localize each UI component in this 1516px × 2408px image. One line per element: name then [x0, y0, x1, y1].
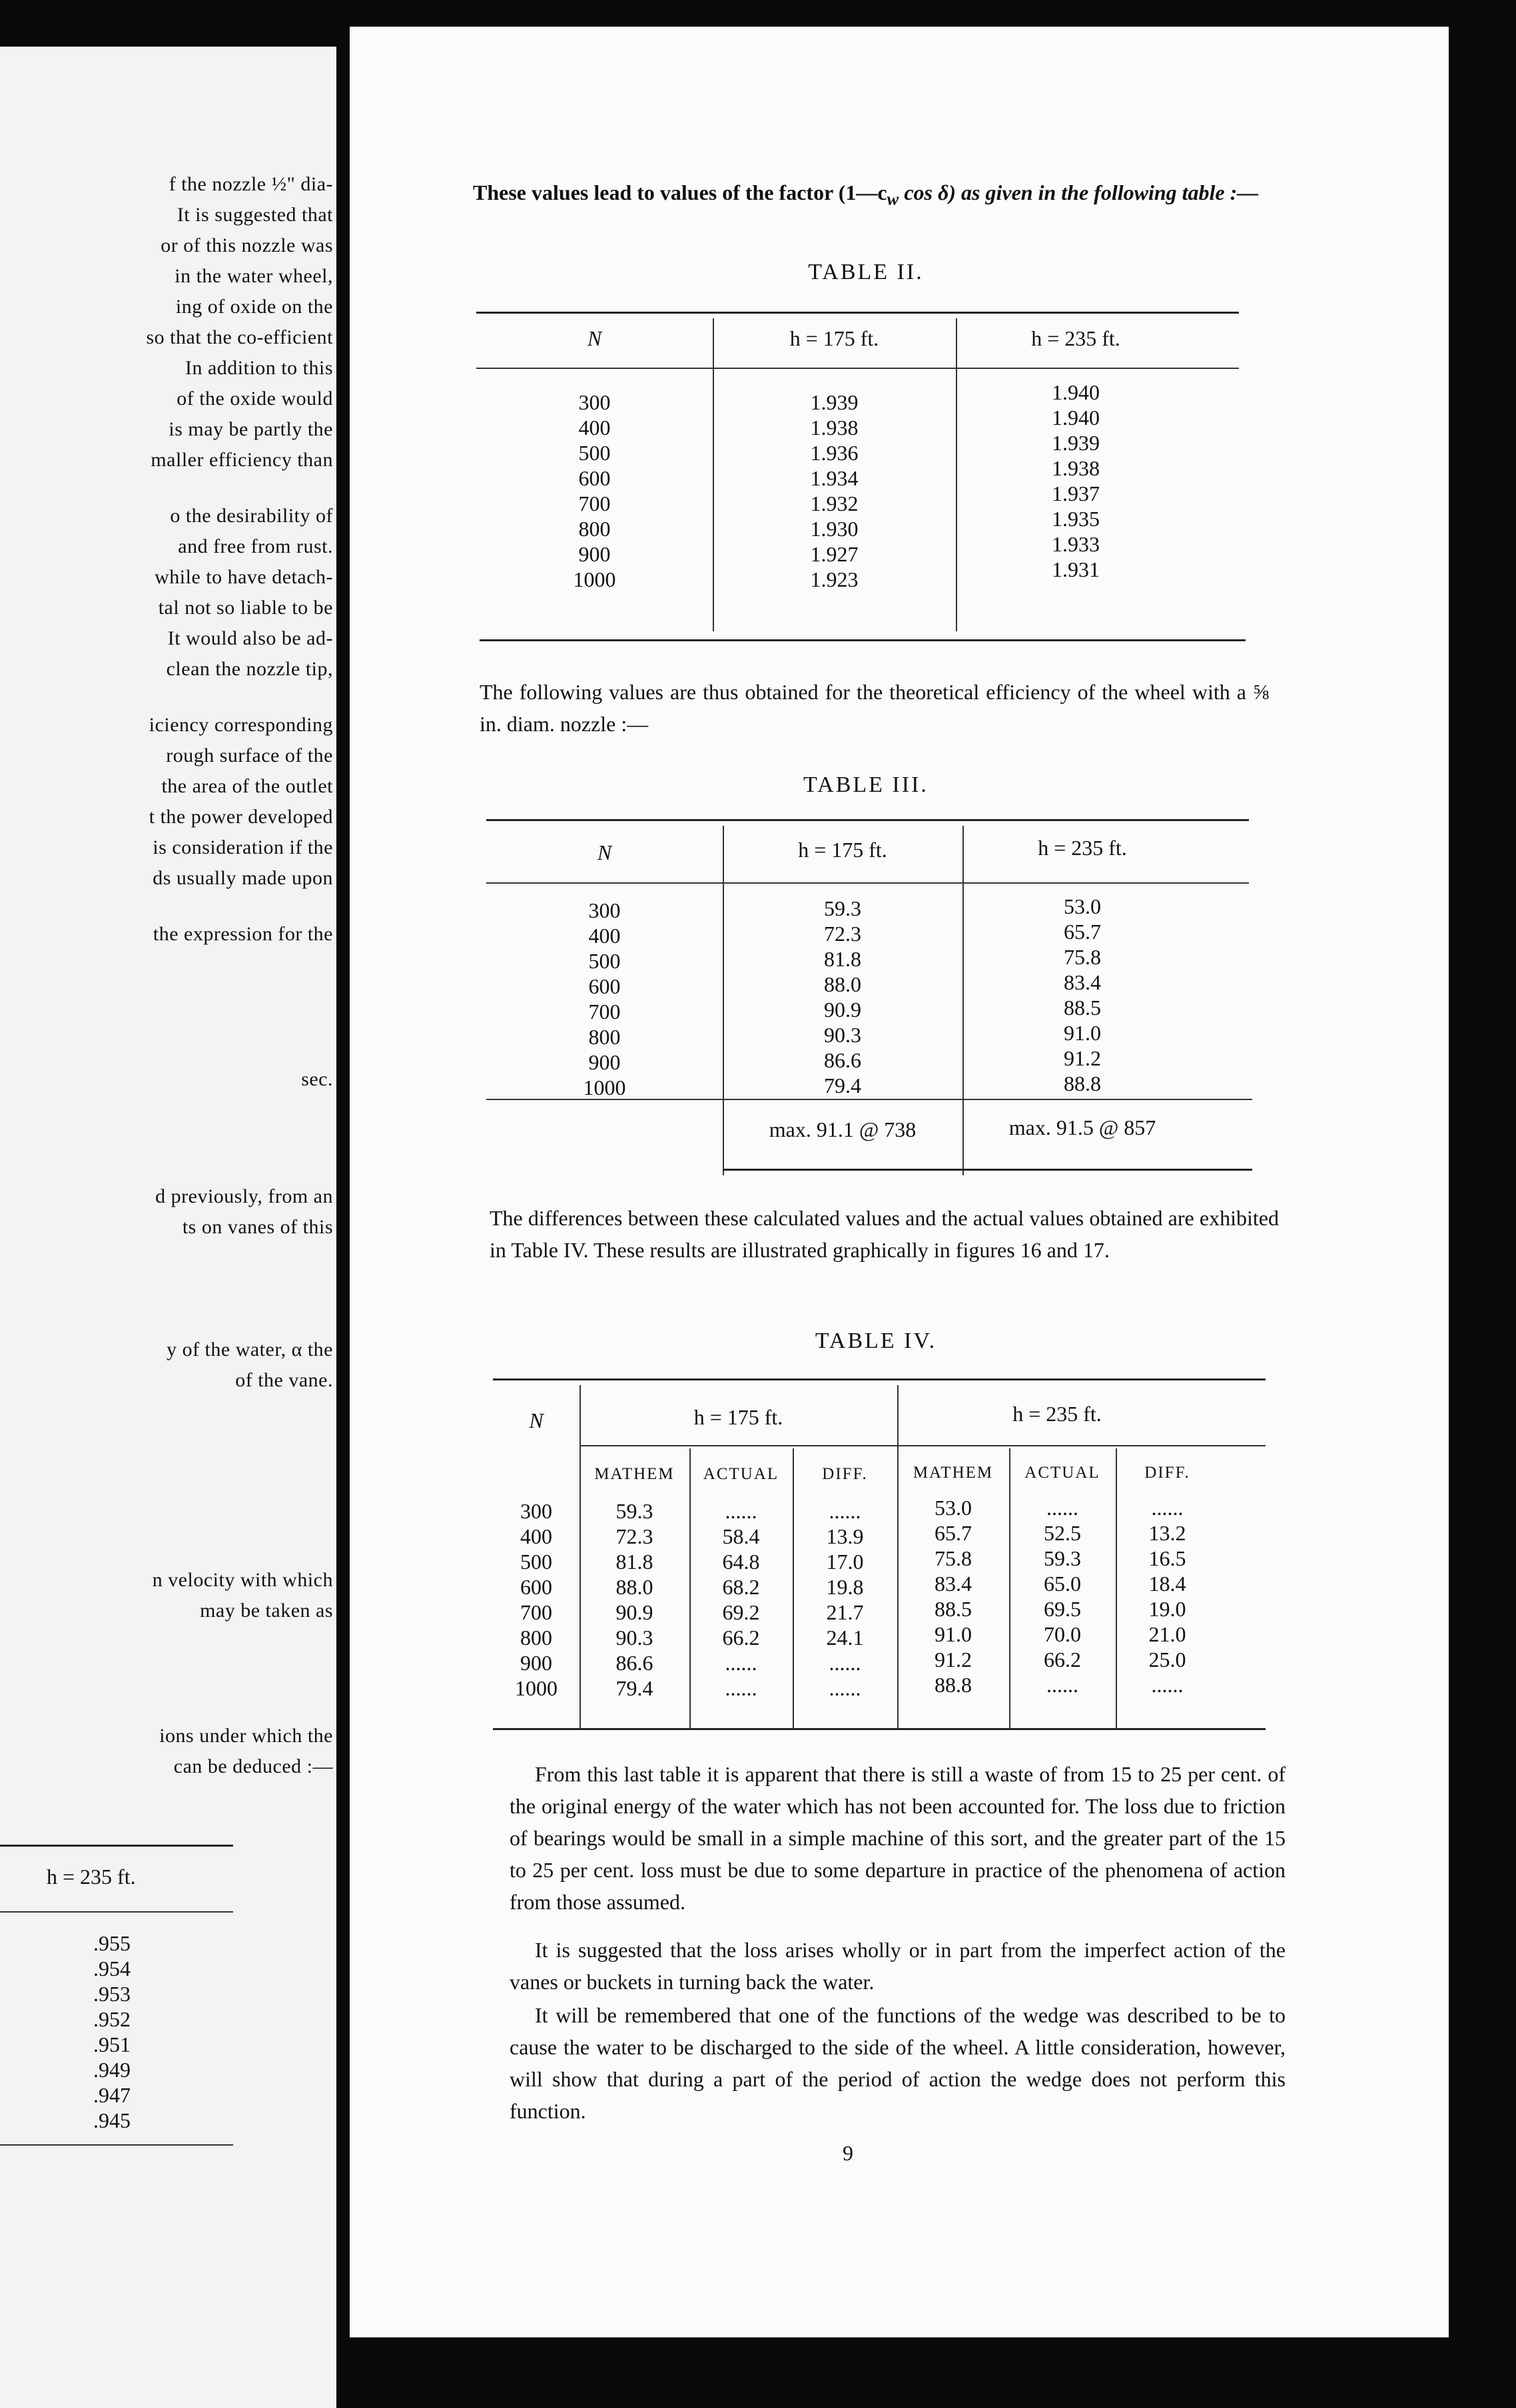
- table-2-cell: 1.932: [810, 491, 859, 515]
- table-2-cell: 1000: [573, 567, 616, 591]
- table-3-cell: 88.8: [1064, 1071, 1101, 1095]
- left-text-line: f the nozzle ½" dia-: [169, 173, 333, 195]
- table-2-header-h175: h = 175 ft.: [789, 326, 879, 350]
- table-3-header-h235: h = 235 ft.: [1038, 836, 1127, 860]
- left-table-value: .952: [93, 2007, 131, 2031]
- table-3-cell: 90.3: [824, 1023, 861, 1047]
- table-4-cell: 79.4: [615, 1676, 653, 1700]
- table-2-header-h235: h = 235 ft.: [1031, 326, 1120, 350]
- table-4-cell: ......: [829, 1676, 861, 1700]
- table-4-cell: 65.0: [1044, 1572, 1081, 1596]
- left-table-value: .953: [93, 1982, 131, 2006]
- left-text-line: ts on vanes of this: [182, 1216, 333, 1238]
- table-4-cell: ......: [829, 1499, 861, 1523]
- left-text-line: and free from rust.: [178, 535, 333, 557]
- table-4-cell: 66.2: [722, 1626, 760, 1650]
- table-2-cell: 1.939: [1052, 431, 1100, 455]
- table-3-cell: 600: [588, 974, 621, 998]
- table-3-column-h235: [962, 894, 1202, 1096]
- left-text-line: ions under which the: [159, 1725, 333, 1747]
- table-3-cell: 83.4: [1064, 970, 1101, 994]
- left-text-line: t the power developed: [149, 806, 333, 828]
- table-4-cell: 18.4: [1148, 1572, 1186, 1596]
- table-4-cell: 19.8: [826, 1575, 864, 1599]
- left-table-value: .949: [93, 2058, 131, 2082]
- table-4-cell: 600: [520, 1575, 552, 1599]
- table-4-cell: 800: [520, 1626, 552, 1650]
- table-2-column-n: [476, 390, 713, 592]
- table-4-cell: 69.2: [722, 1600, 760, 1624]
- left-text-line: is may be partly the: [169, 418, 333, 440]
- table-3-cell: 59.3: [824, 896, 861, 920]
- page-number: 9: [843, 2141, 853, 2165]
- table-2-cell: 1.938: [810, 416, 859, 440]
- table-3-cell: 800: [588, 1025, 621, 1049]
- left-text-line: It is suggested that: [177, 204, 333, 226]
- left-text-line: can be deduced :—: [173, 1755, 333, 1777]
- table-4-cell: 83.4: [935, 1572, 972, 1596]
- left-text-line: It would also be ad-: [167, 627, 333, 649]
- table-3-cell: 65.7: [1064, 920, 1101, 944]
- table-4-header-h175: h = 175 ft.: [693, 1405, 783, 1429]
- left-table-header: h = 235 ft.: [47, 1865, 136, 1889]
- table-2-cell: 1.934: [810, 466, 859, 490]
- left-text-line: ing of oxide on the: [175, 296, 333, 318]
- table-4-sub-diff: DIFF.: [822, 1465, 868, 1483]
- table-4-cell: 59.3: [1044, 1546, 1081, 1570]
- left-text-line: the area of the outlet: [161, 775, 333, 797]
- table-4-cell: 300: [520, 1499, 552, 1523]
- table-4-cell: 66.2: [1044, 1648, 1081, 1671]
- table-4-cell: 16.5: [1148, 1546, 1186, 1570]
- table-4-cell: 17.0: [826, 1550, 864, 1574]
- table-4-header-n: N: [529, 1408, 544, 1432]
- table-4-cell: 90.9: [615, 1600, 653, 1624]
- table-4-column-h235-diff: [1116, 1495, 1219, 1697]
- table-4-cell: 400: [520, 1524, 552, 1548]
- left-text-line: sec.: [301, 1068, 333, 1090]
- left-text-line: In addition to this: [185, 357, 333, 379]
- table-3-cell: 900: [588, 1050, 621, 1074]
- table-4-column-h175-mathem: [579, 1498, 689, 1701]
- table-4-cell: 24.1: [826, 1626, 864, 1650]
- table-4-cell: 68.2: [722, 1575, 760, 1599]
- table-4-cell: 1000: [515, 1676, 558, 1700]
- left-table-value: .945: [93, 2108, 131, 2132]
- table-4-cell: 64.8: [722, 1550, 760, 1574]
- table-2-bottom-rule: [480, 639, 1246, 641]
- left-text-line: maller efficiency than: [151, 449, 333, 471]
- left-table-value: .954: [93, 1956, 131, 1980]
- paragraph-waste-energy: From this last table it is apparent that there is still a waste of from 15 to 25 per cent. of the original energy of the water which has not been accounted for. The loss due to friction of bearings would be small in a simple machine of this sort, and the greater part of the 15 to 25 per cent. loss must be due to some departure in practice of the phenomena of action from those assumed.: [510, 1762, 1286, 1914]
- table-2-cell: 600: [578, 466, 611, 490]
- paragraph-differences: The differences between these calculated values and the actual values obtained are exhibited in Table IV. These results are illustrated graphically in figures 16 and 17.: [490, 1206, 1279, 1262]
- table-2-cell: 1.930: [810, 517, 859, 541]
- table-4-cell: ......: [725, 1499, 757, 1523]
- table-4-group-rule: [579, 1445, 1266, 1446]
- table-3-cell: 81.8: [824, 947, 861, 971]
- table-3-cell: 72.3: [824, 922, 861, 946]
- table-2-top-rule: [476, 312, 1239, 314]
- left-text-line: clean the nozzle tip,: [166, 658, 333, 680]
- table-4-cell: 21.7: [826, 1600, 864, 1624]
- table-4-cell: ......: [1046, 1673, 1078, 1697]
- table-4-cell: 88.5: [935, 1597, 972, 1621]
- table-4-cell: 75.8: [935, 1546, 972, 1570]
- left-table-top-rule: [0, 1845, 233, 1847]
- table-3-cell: 91.0: [1064, 1021, 1101, 1045]
- left-text-line: iciency corresponding: [149, 714, 333, 736]
- table-3-column-h175: [723, 896, 962, 1098]
- left-text-line: of the oxide would: [177, 388, 333, 410]
- table-4-cell: 91.0: [935, 1622, 972, 1646]
- table-4-sub-actual: ACTUAL: [703, 1465, 779, 1483]
- table-3-cell: 90.9: [824, 998, 861, 1022]
- table-2-cell: 1.937: [1052, 481, 1100, 505]
- intro-paragraph: These values lead to values of the factor ($1—c_w$ cos δ) as given in the following table :—: [473, 180, 1259, 209]
- table-2-cell: 1.931: [1052, 557, 1100, 581]
- left-table-value: .951: [93, 2032, 131, 2056]
- left-facing-page: [0, 47, 336, 2408]
- table-4-cell: 13.9: [826, 1524, 864, 1548]
- table-4-cell: ......: [1151, 1673, 1184, 1697]
- table-3-cell: 88.0: [824, 972, 861, 996]
- left-text-line: the expression for the: [153, 923, 333, 945]
- table-2-cell: 900: [578, 542, 611, 566]
- table-4-cell: 90.3: [615, 1626, 653, 1650]
- table-2-caption: TABLE II.: [808, 260, 924, 284]
- table-3-cell: 75.8: [1064, 945, 1101, 969]
- paragraph-vane-action: It is suggested that the loss arises wholly or in part from the imperfect action of the vanes or buckets in turning back the water.: [510, 1938, 1286, 1994]
- left-text-line: d previously, from an: [155, 1185, 333, 1207]
- table-4-sub-diff: DIFF.: [1144, 1464, 1190, 1482]
- table-4-bottom-rule: [493, 1728, 1266, 1730]
- table-4-top-rule: [493, 1378, 1266, 1380]
- table-2-column-h235: [956, 380, 1196, 582]
- table-4-cell: 72.3: [615, 1524, 653, 1548]
- table-4-cell: 900: [520, 1651, 552, 1675]
- table-2-cell: 300: [578, 390, 611, 414]
- paragraph-wedge-function: It will be remembered that one of the functions of the wedge was described to be to cause the water to be discharged to the side of the wheel. A little consideration, however, will show that during a part of the period of action the wedge does not perform this function.: [510, 2003, 1286, 2123]
- table-2-cell: 500: [578, 441, 611, 465]
- table-4-cell: 21.0: [1148, 1622, 1186, 1646]
- table-4-cell: 53.0: [935, 1496, 972, 1520]
- left-table-header-rule: [0, 1911, 233, 1913]
- right-page: [350, 27, 1449, 2337]
- table-2-column-h175: [713, 390, 956, 592]
- table-3-cell: 88.5: [1064, 996, 1101, 1020]
- table-2-cell: 800: [578, 517, 611, 541]
- table-2-cell: 1.935: [1052, 507, 1100, 531]
- table-3-max-rule: [486, 1099, 1252, 1100]
- left-text-line: o the desirability of: [170, 505, 333, 527]
- table-3-bottom-rule: [723, 1169, 1252, 1171]
- left-text-line: y of the water, α the: [167, 1339, 333, 1360]
- table-4-column-n: [493, 1498, 579, 1701]
- left-text-line: while to have detach-: [155, 566, 333, 588]
- table-4-cell: 91.2: [935, 1648, 972, 1671]
- table-4-header-h235: h = 235 ft.: [1012, 1402, 1102, 1426]
- table-3-top-rule: [486, 819, 1249, 821]
- table-4-cell: 65.7: [935, 1521, 972, 1545]
- table-3-cell: 500: [588, 949, 621, 973]
- table-3-caption: TABLE III.: [803, 772, 929, 797]
- table-4-cell: ......: [1046, 1496, 1078, 1520]
- left-table-bottom-rule: [0, 2144, 233, 2146]
- table-2-cell: 1.936: [810, 441, 859, 465]
- table-4-cell: 700: [520, 1600, 552, 1624]
- table-3-cell: 91.2: [1064, 1046, 1101, 1070]
- left-text-line: so that the co-efficient: [146, 326, 333, 348]
- table-4-cell: 13.2: [1148, 1521, 1186, 1545]
- table-4-cell: 88.8: [935, 1673, 972, 1697]
- table-4-cell: 52.5: [1044, 1521, 1081, 1545]
- left-text-line: is consideration if the: [153, 836, 333, 858]
- left-text-line: ds usually made upon: [153, 867, 333, 889]
- table-3-max-h235: max. 91.5 @ 857: [1008, 1115, 1156, 1139]
- left-table-value: .955: [93, 1931, 131, 1955]
- table-4-cell: ......: [725, 1676, 757, 1700]
- table-2-cell: 1.939: [810, 390, 859, 414]
- table-2-cell: 1.940: [1052, 380, 1100, 404]
- table-4-cell: 81.8: [615, 1550, 653, 1574]
- table-3-cell: 700: [588, 1000, 621, 1024]
- left-text-line: or of this nozzle was: [161, 234, 333, 256]
- table-3-cell: 400: [588, 924, 621, 948]
- table-4-sub-mathem: MATHEM: [594, 1465, 675, 1483]
- table-4-cell: 500: [520, 1550, 552, 1574]
- table-3-cell: 79.4: [824, 1073, 861, 1097]
- left-text-line: tal not so liable to be: [158, 597, 333, 619]
- table-2-cell: 1.923: [810, 567, 859, 591]
- table-3-cell: 53.0: [1064, 894, 1101, 918]
- paragraph-theoretical-efficiency: The following values are thus obtained for the theoretical efficiency of the wheel with a ⅝ in. diam. nozzle :—: [480, 680, 1269, 736]
- table-3-column-n: [486, 898, 723, 1100]
- table-4-column-h235-actual: [1009, 1495, 1116, 1697]
- table-3-header-h175: h = 175 ft.: [798, 838, 887, 862]
- table-4-cell: ......: [725, 1651, 757, 1675]
- left-text-line: in the water wheel,: [175, 265, 333, 287]
- table-3-max-h175: max. 91.1 @ 738: [769, 1117, 917, 1141]
- table-4-column-h175-actual: [689, 1498, 793, 1701]
- table-4-sub-mathem: MATHEM: [913, 1464, 994, 1482]
- left-text-line: rough surface of the: [166, 745, 333, 766]
- left-text-line: of the vane.: [235, 1369, 333, 1391]
- table-2-cell: 1.933: [1052, 532, 1100, 556]
- table-4-cell: 59.3: [615, 1499, 653, 1523]
- table-4-sub-actual: ACTUAL: [1024, 1464, 1100, 1482]
- table-4-caption: TABLE IV.: [815, 1329, 937, 1353]
- table-3-cell: 86.6: [824, 1048, 861, 1072]
- left-text-line: may be taken as: [200, 1600, 333, 1622]
- table-3-header-rule: [486, 882, 1249, 884]
- table-2-cell: 1.927: [810, 542, 859, 566]
- table-3-cell: 300: [588, 898, 621, 922]
- table-4-column-h235-mathem: [897, 1495, 1009, 1697]
- table-2-header-rule: [476, 368, 1239, 369]
- table-2-cell: 1.938: [1052, 456, 1100, 480]
- table-2-header-n: N: [587, 326, 602, 350]
- left-text-line: n velocity with which: [152, 1569, 333, 1591]
- table-4-cell: 70.0: [1044, 1622, 1081, 1646]
- table-4-cell: 69.5: [1044, 1597, 1081, 1621]
- table-3-header-n: N: [597, 840, 612, 864]
- table-4-cell: 25.0: [1148, 1648, 1186, 1671]
- table-4-cell: 58.4: [722, 1524, 760, 1548]
- table-4-cell: 86.6: [615, 1651, 653, 1675]
- table-2-cell: 400: [578, 416, 611, 440]
- table-4-cell: ......: [829, 1651, 861, 1675]
- table-4-cell: ......: [1151, 1496, 1184, 1520]
- table-4-column-h175-diff: [793, 1498, 897, 1701]
- table-4-cell: 88.0: [615, 1575, 653, 1599]
- table-3-cell: 1000: [583, 1075, 626, 1099]
- table-4-cell: 19.0: [1148, 1597, 1186, 1621]
- table-2-cell: 1.940: [1052, 406, 1100, 430]
- table-2-cell: 700: [578, 491, 611, 515]
- left-table-value: .947: [93, 2083, 131, 2107]
